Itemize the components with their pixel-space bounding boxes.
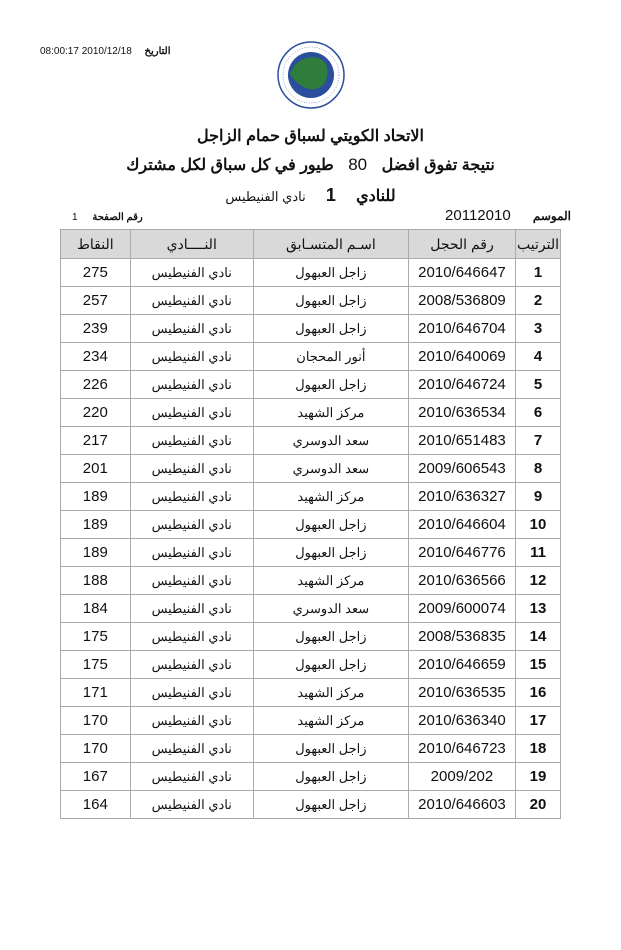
- ring-number-cell: 2010/646603: [408, 791, 515, 819]
- fancier-name-cell: مركز الشهيد: [253, 483, 408, 511]
- season-label: الموسم: [532, 209, 571, 223]
- fancier-name-cell: زاجل العبهول: [253, 315, 408, 343]
- page-number-value: 1: [72, 212, 78, 223]
- fancier-name-cell: زاجل العبهول: [253, 371, 408, 399]
- ring-number-cell: 2010/636327: [408, 483, 515, 511]
- ring-number-cell: 2010/651483: [408, 427, 515, 455]
- table-row: [61, 763, 561, 791]
- ring-number-cell: 2010/636340: [408, 707, 515, 735]
- table-row: [61, 455, 561, 483]
- points-cell: 167: [61, 763, 131, 791]
- best-count: 80: [348, 155, 368, 174]
- table-header: [61, 230, 561, 259]
- table-row: [61, 707, 561, 735]
- date-label: التاريخ: [144, 46, 171, 57]
- club-cell: نادي الفنيطيس: [130, 287, 253, 315]
- points-cell: 189: [61, 483, 131, 511]
- rank-cell: 19: [516, 763, 561, 791]
- rank-cell: 13: [516, 595, 561, 623]
- rank-cell: 14: [516, 623, 561, 651]
- report-title-part2: طيور في كل سباق لكل مشترك: [126, 157, 334, 174]
- rank-cell: 17: [516, 707, 561, 735]
- ring-number-cell: 2010/636534: [408, 399, 515, 427]
- club-cell: نادي الفنيطيس: [130, 455, 253, 483]
- points-cell: 217: [61, 427, 131, 455]
- fancier-name-cell: مركز الشهيد: [253, 399, 408, 427]
- print-date: [40, 46, 171, 57]
- points-cell: 184: [61, 595, 131, 623]
- table-row: [61, 287, 561, 315]
- table-row: [61, 371, 561, 399]
- club-cell: نادي الفنيطيس: [130, 399, 253, 427]
- table-row: [61, 483, 561, 511]
- points-cell: 188: [61, 567, 131, 595]
- points-cell: 171: [61, 679, 131, 707]
- ring-number-cell: 2010/636566: [408, 567, 515, 595]
- table-row: [61, 791, 561, 819]
- ring-number-cell: 2009/606543: [408, 455, 515, 483]
- table-row: [61, 511, 561, 539]
- club-cell: نادي الفنيطيس: [130, 623, 253, 651]
- col-rank: الترتيب: [516, 230, 561, 259]
- club-cell: نادي الفنيطيس: [130, 679, 253, 707]
- table-row: [61, 343, 561, 371]
- col-club: النــــادي: [130, 230, 253, 259]
- table-row: [61, 623, 561, 651]
- club-cell: نادي الفنيطيس: [130, 707, 253, 735]
- points-cell: 170: [61, 707, 131, 735]
- club-line: [0, 185, 621, 206]
- page-number-label: رقم الصفحة: [92, 212, 143, 223]
- club-name: نادي الفنيطيس: [225, 189, 306, 204]
- ring-number-cell: 2008/536809: [408, 287, 515, 315]
- federation-title: الاتحاد الكويتي لسباق حمام الزاجل: [197, 128, 424, 145]
- table-row: [61, 595, 561, 623]
- club-cell: نادي الفنيطيس: [130, 483, 253, 511]
- fancier-name-cell: سعد الدوسري: [253, 595, 408, 623]
- club-cell: نادي الفنيطيس: [130, 315, 253, 343]
- fancier-name-cell: زاجل العبهول: [253, 511, 408, 539]
- date-value: 08:00:17 2010/12/18: [40, 46, 132, 57]
- ring-number-cell: 2010/646659: [408, 651, 515, 679]
- club-cell: نادي الفنيطيس: [130, 259, 253, 287]
- col-points: النقاط: [61, 230, 131, 259]
- results-table: [60, 229, 561, 819]
- ring-number-cell: 2010/636535: [408, 679, 515, 707]
- rank-cell: 10: [516, 511, 561, 539]
- fancier-name-cell: سعد الدوسري: [253, 427, 408, 455]
- federation-logo: [276, 40, 346, 110]
- points-cell: 170: [61, 735, 131, 763]
- fancier-name-cell: سعد الدوسري: [253, 455, 408, 483]
- points-cell: 220: [61, 399, 131, 427]
- fancier-name-cell: مركز الشهيد: [253, 707, 408, 735]
- club-cell: نادي الفنيطيس: [130, 651, 253, 679]
- table-row: [61, 427, 561, 455]
- rank-cell: 8: [516, 455, 561, 483]
- ring-number-cell: 2010/646724: [408, 371, 515, 399]
- points-cell: 275: [61, 259, 131, 287]
- fancier-name-cell: زاجل العبهول: [253, 735, 408, 763]
- col-ring: رقم الحجل: [408, 230, 515, 259]
- club-cell: نادي الفنيطيس: [130, 511, 253, 539]
- points-cell: 234: [61, 343, 131, 371]
- fancier-name-cell: زاجل العبهول: [253, 651, 408, 679]
- rank-cell: 9: [516, 483, 561, 511]
- points-cell: 226: [61, 371, 131, 399]
- club-cell: نادي الفنيطيس: [130, 735, 253, 763]
- ring-number-cell: 2008/536835: [408, 623, 515, 651]
- club-cell: نادي الفنيطيس: [130, 427, 253, 455]
- ring-number-cell: 2010/640069: [408, 343, 515, 371]
- points-cell: 175: [61, 623, 131, 651]
- fancier-name-cell: زاجل العبهول: [253, 763, 408, 791]
- report-title-part1: نتيجة تفوق افضل: [381, 157, 495, 174]
- rank-cell: 1: [516, 259, 561, 287]
- fancier-name-cell: زاجل العبهول: [253, 791, 408, 819]
- table-row: [61, 259, 561, 287]
- fancier-name-cell: زاجل العبهول: [253, 287, 408, 315]
- table-row: [61, 567, 561, 595]
- rank-cell: 4: [516, 343, 561, 371]
- rank-cell: 5: [516, 371, 561, 399]
- club-cell: نادي الفنيطيس: [130, 371, 253, 399]
- club-label: للنادي: [356, 188, 396, 205]
- club-cell: نادي الفنيطيس: [130, 791, 253, 819]
- rank-cell: 6: [516, 399, 561, 427]
- season: [445, 207, 571, 224]
- rank-cell: 3: [516, 315, 561, 343]
- ring-number-cell: 2010/646723: [408, 735, 515, 763]
- table-row: [61, 315, 561, 343]
- rank-cell: 11: [516, 539, 561, 567]
- ring-number-cell: 2009/600074: [408, 595, 515, 623]
- club-cell: نادي الفنيطيس: [130, 539, 253, 567]
- rank-cell: 18: [516, 735, 561, 763]
- rank-cell: 16: [516, 679, 561, 707]
- points-cell: 257: [61, 287, 131, 315]
- rank-cell: 2: [516, 287, 561, 315]
- rank-cell: 20: [516, 791, 561, 819]
- fancier-name-cell: زاجل العبهول: [253, 539, 408, 567]
- table-row: [61, 539, 561, 567]
- table-row: [61, 735, 561, 763]
- season-value: 20112010: [445, 207, 511, 224]
- ring-number-cell: 2010/646604: [408, 511, 515, 539]
- fancier-name-cell: زاجل العبهول: [253, 259, 408, 287]
- club-cell: نادي الفنيطيس: [130, 343, 253, 371]
- club-number: 1: [325, 185, 336, 205]
- fancier-name-cell: مركز الشهيد: [253, 679, 408, 707]
- rank-cell: 15: [516, 651, 561, 679]
- points-cell: 189: [61, 539, 131, 567]
- points-cell: 201: [61, 455, 131, 483]
- fancier-name-cell: مركز الشهيد: [253, 567, 408, 595]
- ring-number-cell: 2010/646647: [408, 259, 515, 287]
- club-cell: نادي الفنيطيس: [130, 567, 253, 595]
- rank-cell: 12: [516, 567, 561, 595]
- page-number: [72, 212, 143, 223]
- points-cell: 164: [61, 791, 131, 819]
- table-row: [61, 399, 561, 427]
- table-row: [61, 679, 561, 707]
- fancier-name-cell: زاجل العبهول: [253, 623, 408, 651]
- points-cell: 189: [61, 511, 131, 539]
- ring-number-cell: 2010/646776: [408, 539, 515, 567]
- club-cell: نادي الفنيطيس: [130, 763, 253, 791]
- club-cell: نادي الفنيطيس: [130, 595, 253, 623]
- points-cell: 239: [61, 315, 131, 343]
- col-name: اسـم المتسـابق: [253, 230, 408, 259]
- ring-number-cell: 2009/202: [408, 763, 515, 791]
- ring-number-cell: 2010/646704: [408, 315, 515, 343]
- fancier-name-cell: أنور المحجان: [253, 343, 408, 371]
- points-cell: 175: [61, 651, 131, 679]
- report-title: [0, 155, 621, 175]
- rank-cell: 7: [516, 427, 561, 455]
- table-row: [61, 651, 561, 679]
